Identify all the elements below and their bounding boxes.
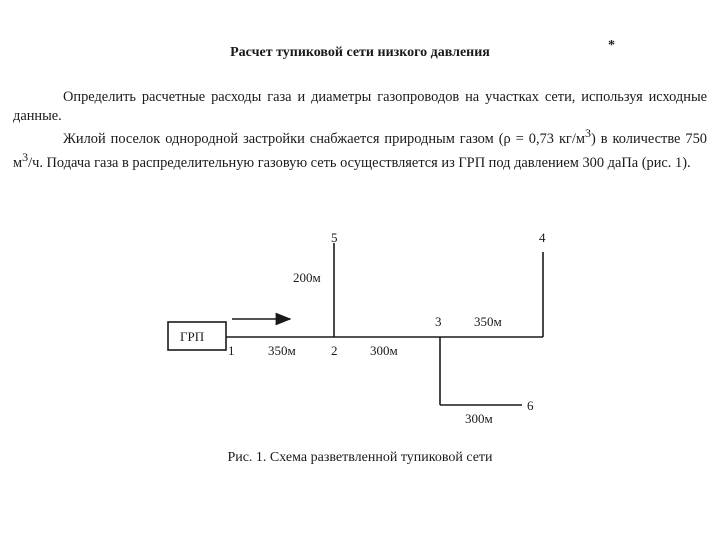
paragraph-conditions-part2: ) в количестве 750 м (13, 130, 708, 172)
superscript-3: 3 (22, 150, 29, 165)
superscript-3: 3 (584, 126, 591, 140)
paragraph-conditions-part1: Жилой поселок однородной застройки снабжается природным газом (ρ = 0,73 кг/м (63, 130, 585, 147)
segment-length-2-5: 200м (293, 270, 321, 285)
node-label-1: 1 (228, 343, 235, 358)
figure-caption: Рис. 1. Схема разветвленной тупиковой сети (227, 450, 493, 465)
node-label-3: 3 (435, 314, 442, 329)
node-label-4: 4 (539, 230, 546, 245)
paragraph-task-text: Определить расчетные расходы газа и диаметры газопроводов на участках сети, используя исходные данные. (13, 89, 707, 124)
segment-length-1-2: 350м (268, 343, 296, 358)
grp-label: ГРП (180, 329, 205, 344)
paragraph-conditions-part3: /ч. Подача газа в распределительную газовую сеть осуществляется из ГРП под давлением 300 даПа (рис. 1). (28, 155, 691, 172)
node-label-5: 5 (331, 230, 338, 245)
corner-mark: * (608, 38, 615, 53)
node-label-6: 6 (527, 398, 534, 413)
page-title: Расчет тупиковой сети низкого давления (230, 45, 490, 60)
segment-length-2-3: 300м (370, 343, 398, 358)
segment-length-3-6: 300м (465, 411, 493, 426)
node-label-2: 2 (331, 343, 338, 358)
segment-length-3-4: 350м (474, 314, 502, 329)
